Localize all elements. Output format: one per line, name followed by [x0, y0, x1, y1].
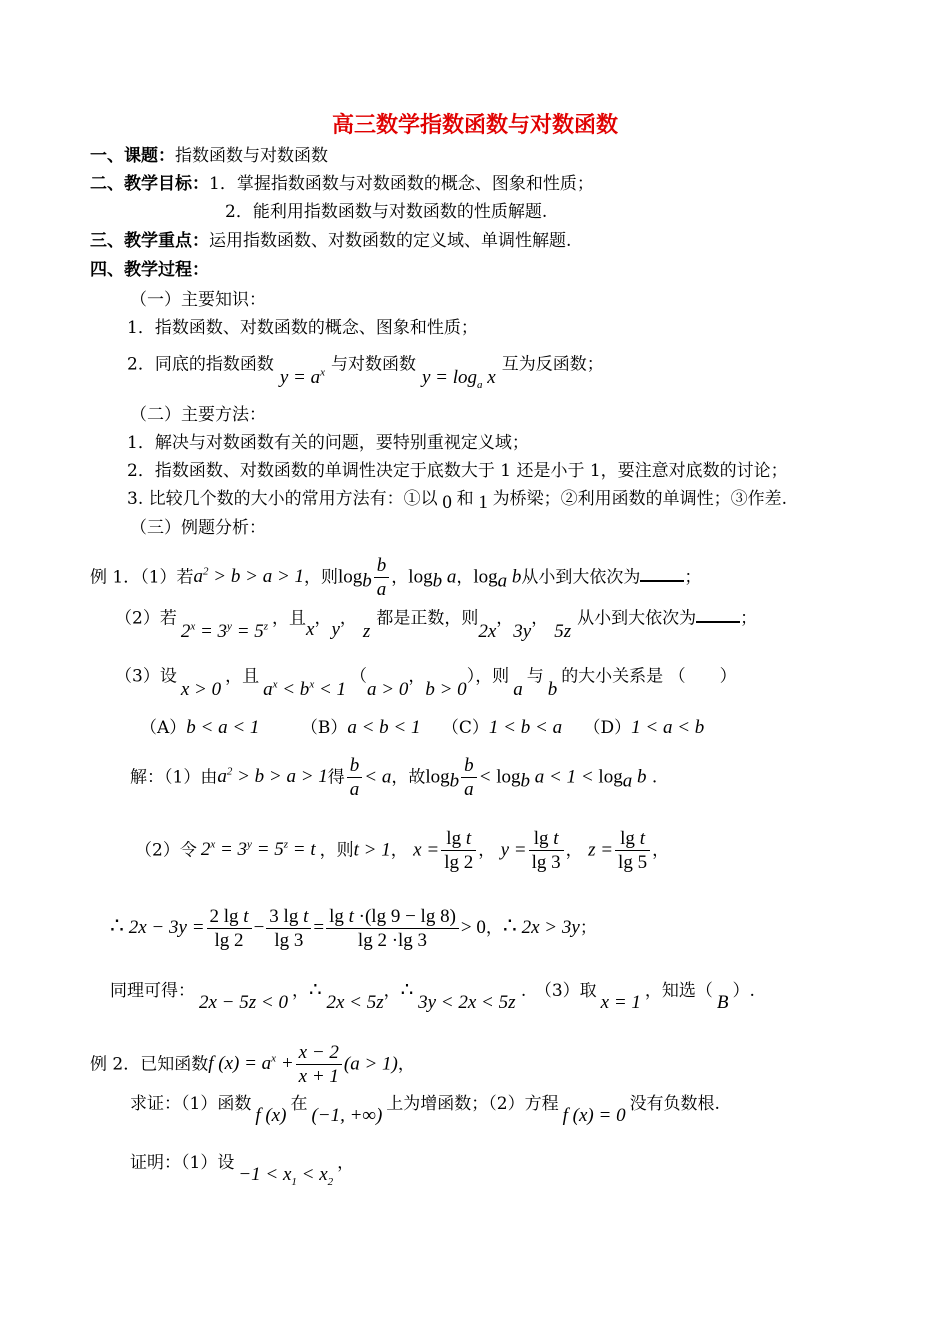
option-a: （A）b < a < 1 — [140, 717, 260, 738]
section-process — [90, 259, 209, 281]
solution-1: 解：（1）由$a^2 > b > a > 1$得 $\frac{b}{a}$ < a，故$\log_b$ $\frac{b}{a}$ < $\log_b a < 1 < \log_a b$ . — [130, 755, 658, 801]
section-label: 一、课题： — [90, 146, 175, 166]
option-d: （D）1 < a < b — [583, 717, 705, 738]
section-focus — [90, 230, 571, 252]
solution-2: （2）令 $2^x = 3^y = 5^z = t$ ，则t > 1， x = $\frac{\text{lg t}}{\lg 2}$ ， y = $\frac{\text{lg t}}{\lg 3}$ ， z = $\frac{\text{lg t}}{\lg 5}$ ， — [135, 828, 670, 874]
example-2-claim: 求证：（1）函数f (x)在(−1, +∞)上为增函数；（2）方程f (x) = 0没有负数根. — [130, 1094, 720, 1126]
example-1-part-2: （2）若$2^x = 3^y = 5^z$ ，且x，y，z都是正数，则2x，3y，5z从小到大依次为 ； — [115, 608, 758, 643]
section-label: 三、教学重点： — [90, 231, 209, 251]
option-c: （C）1 < b < a — [441, 717, 563, 738]
proof-start: 证明：（1）设$-1 < x_1 < x_2$， — [130, 1153, 355, 1188]
subsection-heading: （三）例题分析： — [130, 518, 266, 538]
section-text: 指数函数与对数函数 — [175, 146, 328, 166]
section-label: 二、教学目标： — [90, 174, 209, 194]
subsection-heading: （一）主要知识： — [130, 290, 266, 310]
page-title: 高三数学指数函数与对数函数 — [331, 113, 618, 138]
goal-item: 1．掌握指数函数与对数函数的概念、图象和性质； — [209, 174, 594, 194]
knowledge-item: 2．同底的指数函数$y = a^x$ 与对数函数$y = \log_a x$互为反函数； — [127, 354, 604, 392]
section-goals — [90, 173, 594, 195]
method-item: 1．解决与对数函数有关的问题，要特别重视定义域； — [127, 433, 529, 453]
section-topic — [90, 145, 328, 167]
answer-options — [140, 717, 704, 739]
knowledge-item: 1．指数函数、对数函数的概念、图象和性质； — [127, 318, 478, 338]
section-text: 运用指数函数、对数函数的定义域、单调性解题. — [209, 231, 572, 251]
solution-2-conclusion: 同理可得：2x − 5z < 0，∴ 2x < 5z，∴ 3y < 2x < 5z . （3）取x = 1，知选（B）. — [110, 977, 755, 1013]
example-2: 例 2．已知函数f $(x) = a^x$ + $\frac{x - 2}{x + 1}$ (a > 1)， — [90, 1042, 415, 1088]
section-label: 四、教学过程： — [90, 260, 209, 280]
answer-blank — [696, 607, 740, 623]
example-1-part-3: （3）设x > 0，且$a^x < b^x < 1(a > 0$，b > 0），则a与b的大小关系是 （ ） — [115, 666, 737, 701]
answer-blank — [640, 566, 684, 582]
goal-item: 2．能利用指数函数与对数函数的性质解题. — [225, 202, 548, 222]
option-b: （B）a < b < 1 — [300, 717, 421, 738]
method-item: 2．指数函数、对数函数的单调性决定于底数大于 1 还是小于 1，要注意对底数的讨论； — [127, 461, 788, 481]
example-1-part-1: 例 1．（1）若$a^2 > b > a > 1$，则$\log_b$ $\frac{b}{a}$ ，$\log_b a$，$\log_a b$从小到大依次为 ； — [90, 555, 702, 601]
solution-2-derivation: ∴ 2x − 3y = $\frac{\text{2 lg t}}{\lg 2}$ − $\frac{\text{3 lg t}}{\lg 3}$ = $\frac{\text{lg t ·(lg 9 − lg 8)}}{\lg 2 \cdot\lg 3}$ > 0，∴ 2x > 3y； — [110, 906, 597, 951]
subsection-heading: （二）主要方法： — [130, 405, 266, 425]
method-item: 3. 比较几个数的大小的常用方法有：①以 0 和 1 为桥梁；②利用函数的单调性；③作差. — [127, 489, 788, 513]
